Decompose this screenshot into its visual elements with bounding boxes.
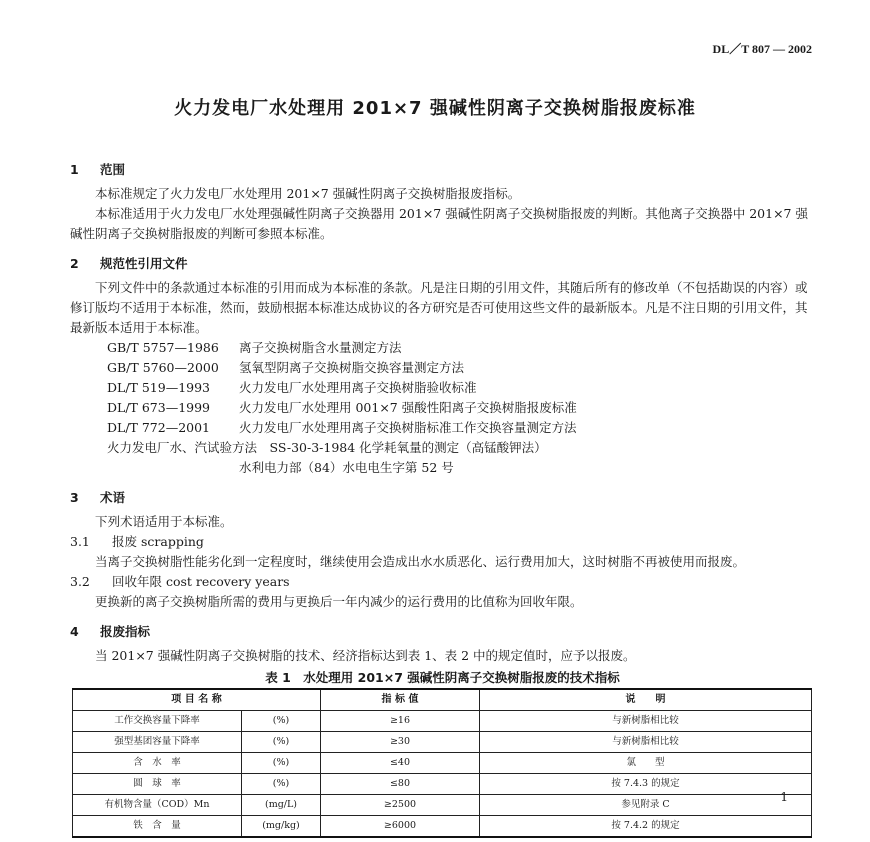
cell-name: 含 水 率 bbox=[73, 753, 242, 774]
cell-note: 参见附录 C bbox=[480, 795, 812, 816]
reference-item-continued: 水利电力部（84）水电电生字第 52 号 bbox=[239, 460, 454, 475]
reference-item bbox=[70, 358, 815, 378]
reference-item bbox=[70, 418, 815, 438]
cell-name: 工作交换容量下降率 bbox=[73, 711, 242, 732]
section-heading-4 bbox=[70, 622, 815, 642]
section-number: 1 bbox=[70, 162, 79, 177]
term-title: 报废 scrapping bbox=[112, 534, 204, 549]
document-body bbox=[70, 150, 815, 838]
section-title: 报废指标 bbox=[100, 624, 151, 639]
document-title: 火力发电厂水处理用 201×7 强碱性阴离子交换树脂报废标准 bbox=[174, 98, 696, 119]
header-value: 指 标 值 bbox=[321, 689, 480, 711]
cell-value: ≥16 bbox=[321, 711, 480, 732]
table-title: 表 1 水处理用 201×7 强碱性阴离子交换树脂报废的技术指标 bbox=[265, 670, 620, 685]
term-definition: 当离子交换树脂性能劣化到一定程度时，继续使用会造成出水水质恶化、运行费用加大，这时树脂不再被使用而报废。 bbox=[95, 554, 746, 569]
term-number: 3.1 bbox=[70, 534, 90, 549]
cell-note: 按 7.4.2 的规定 bbox=[480, 816, 812, 838]
reference-code: DL/T 519—1993 bbox=[107, 380, 211, 395]
reference-name: 离子交换树脂含水量测定方法 bbox=[239, 340, 402, 355]
paragraph: 当 201×7 强碱性阴离子交换树脂的技术、经济指标达到表 1、表 2 中的规定值时，应予以报废。 bbox=[95, 648, 636, 663]
cell-value: ≥30 bbox=[321, 732, 480, 753]
section-title: 术语 bbox=[100, 490, 126, 505]
table-row bbox=[73, 816, 812, 838]
reference-code: GB/T 5760—2000 bbox=[107, 360, 219, 375]
section-heading-3 bbox=[70, 488, 815, 508]
reference-item bbox=[70, 398, 815, 418]
standard-code: DL／T 807 — 2002 bbox=[712, 42, 812, 56]
cell-unit: (%) bbox=[242, 753, 321, 774]
cell-name: 有机物含量（COD）Mn bbox=[73, 795, 242, 816]
cell-note: 按 7.4.3 的规定 bbox=[480, 774, 812, 795]
term-heading bbox=[70, 532, 815, 552]
table-row bbox=[73, 732, 812, 753]
cell-unit: (mg/L) bbox=[242, 795, 321, 816]
reference-item: 火力发电厂水、汽试验方法 SS-30-3-1984 化学耗氧量的测定（高锰酸钾法） bbox=[107, 440, 547, 455]
paragraph: 下列文件中的条款通过本标准的引用而成为本标准的条款。凡是注日期的引用文件，其随后所有的修改单（不包括勘误的内容）或修订版均不适用于本标准，然而，鼓励根据本标准达成协议的各方研究是否可使用这些文件的最新版本。凡是不注日期的引用文件，其最新版本适用于本标准。 bbox=[70, 280, 808, 335]
cell-name: 强型基团容量下降率 bbox=[73, 732, 242, 753]
reference-name: 火力发电厂水处理用离子交换树脂标准工作交换容量测定方法 bbox=[239, 420, 577, 435]
header-item-name: 项 目 名 称 bbox=[73, 689, 321, 711]
paragraph: 本标准规定了火力发电厂水处理用 201×7 强碱性阴离子交换树脂报废指标。 bbox=[95, 186, 521, 201]
page-number: 1 bbox=[780, 790, 788, 804]
reference-name: 火力发电厂水处理用 001×7 强酸性阳离子交换树脂报废标准 bbox=[239, 400, 577, 415]
reference-item bbox=[70, 338, 815, 358]
cell-unit: (%) bbox=[242, 774, 321, 795]
reference-item bbox=[70, 378, 815, 398]
section-title: 规范性引用文件 bbox=[100, 256, 188, 271]
section-number: 4 bbox=[70, 624, 79, 639]
cell-value: ≤80 bbox=[321, 774, 480, 795]
cell-name: 圆 球 率 bbox=[73, 774, 242, 795]
table-row bbox=[73, 774, 812, 795]
term-title: 回收年限 cost recovery years bbox=[112, 574, 290, 589]
cell-value: ≥6000 bbox=[321, 816, 480, 838]
section-number: 3 bbox=[70, 490, 79, 505]
header-note: 说 明 bbox=[480, 689, 812, 711]
cell-note: 氯 型 bbox=[480, 753, 812, 774]
table-row bbox=[73, 711, 812, 732]
cell-value: ≤40 bbox=[321, 753, 480, 774]
paragraph: 下列术语适用于本标准。 bbox=[95, 514, 233, 529]
term-number: 3.2 bbox=[70, 574, 90, 589]
cell-note: 与新树脂相比较 bbox=[480, 711, 812, 732]
cell-unit: (%) bbox=[242, 732, 321, 753]
reference-code: GB/T 5757—1986 bbox=[107, 340, 219, 355]
section-heading-1 bbox=[70, 160, 815, 180]
term-heading bbox=[70, 572, 815, 592]
section-heading-2 bbox=[70, 254, 815, 274]
cell-note: 与新树脂相比较 bbox=[480, 732, 812, 753]
reference-code: DL/T 772—2001 bbox=[107, 420, 211, 435]
paragraph: 本标准适用于火力发电厂水处理强碱性阴离子交换器用 201×7 强碱性阴离子交换树脂报废的判断。其他离子交换器中 201×7 强碱性阴离子交换树脂报废的判断可参照本标准。 bbox=[70, 206, 808, 241]
cell-value: ≥2500 bbox=[321, 795, 480, 816]
cell-unit: (mg/kg) bbox=[242, 816, 321, 838]
reference-code: DL/T 673—1999 bbox=[107, 400, 211, 415]
technical-indicators-table bbox=[72, 688, 812, 838]
term-definition: 更换新的离子交换树脂所需的费用与更换后一年内减少的运行费用的比值称为回收年限。 bbox=[95, 594, 583, 609]
reference-name: 火力发电厂水处理用离子交换树脂验收标准 bbox=[239, 380, 477, 395]
reference-name: 氢氧型阴离子交换树脂交换容量测定方法 bbox=[239, 360, 465, 375]
section-number: 2 bbox=[70, 256, 79, 271]
cell-name: 铁 含 量 bbox=[73, 816, 242, 838]
table-row bbox=[73, 795, 812, 816]
table-row bbox=[73, 753, 812, 774]
section-title: 范围 bbox=[100, 162, 126, 177]
cell-unit: (%) bbox=[242, 711, 321, 732]
table-header-row bbox=[73, 689, 812, 711]
